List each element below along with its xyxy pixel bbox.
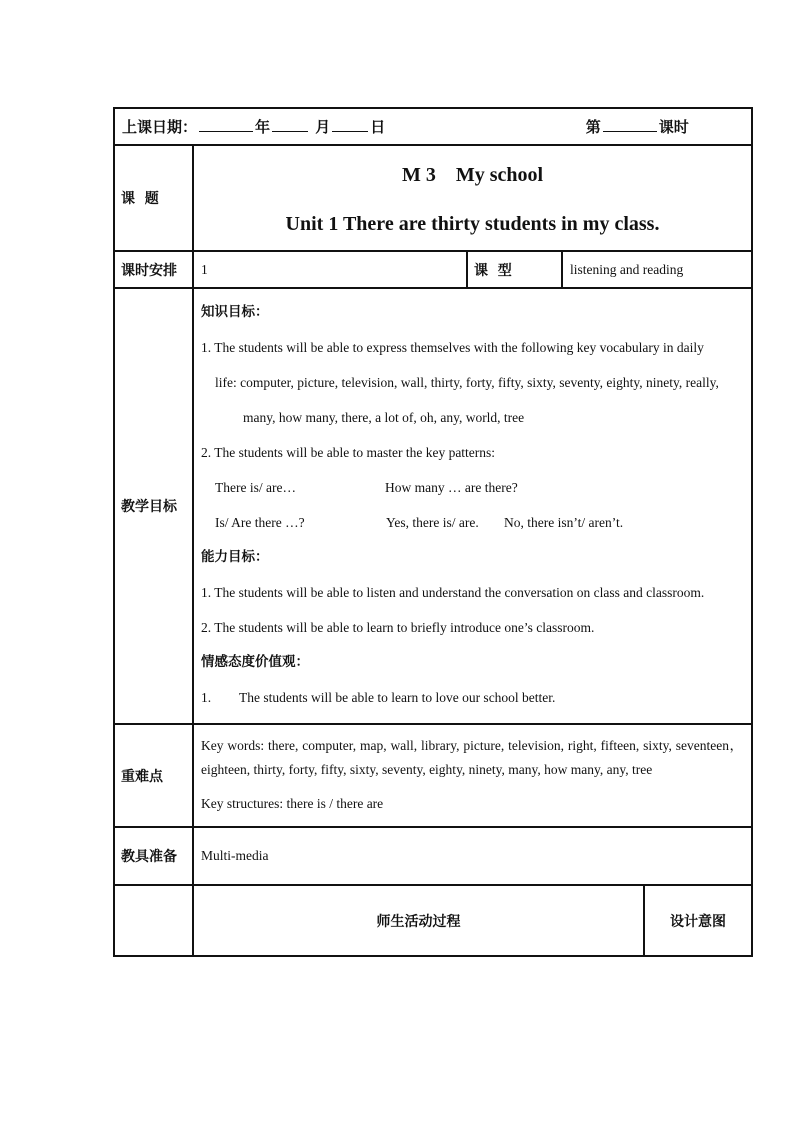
- unit-title: Unit 1 There are thirty students in my class.: [285, 213, 660, 235]
- emotion-item-1: [201, 680, 745, 715]
- pattern-no: No, there isn’t/ aren’t.: [504, 515, 624, 530]
- key-points-label: 重难点: [114, 724, 193, 827]
- day-blank: [332, 117, 368, 132]
- day-label: 日: [370, 118, 386, 136]
- pattern-row-1: [201, 470, 745, 505]
- materials-label: 教具准备: [114, 827, 193, 885]
- key-points-cell: [193, 724, 752, 827]
- key-words: Key words: there, computer, map, wall, library, picture, television, right, fifteen, sixty, seventeen，eighteen, thirty, forty, fifty, sixty, seventy, eighty, ninety, many, how many, any, tree: [201, 737, 744, 777]
- pattern-row-2: [201, 505, 745, 540]
- module-title: M 3 My school: [401, 164, 544, 186]
- objectives-row: [114, 288, 752, 724]
- schedule-value: 1: [193, 251, 467, 288]
- lesson-prefix: 第: [585, 118, 601, 136]
- pattern-is-there: Is/ Are there …?: [215, 515, 305, 530]
- type-value: listening and reading: [562, 251, 752, 288]
- knowledge-item-2: 2. The students will be able to master the key patterns:: [201, 445, 496, 460]
- topic-label: 课 题: [114, 145, 193, 251]
- topic-cell: [193, 145, 752, 251]
- key-structures: Key structures: there is / there are: [201, 795, 384, 811]
- emotion-item-number: 1.: [201, 690, 212, 705]
- ability-item-2: 2. The students will be able to learn to briefly introduce one’s classroom.: [201, 620, 595, 635]
- materials-value: Multi-media: [193, 827, 752, 885]
- ability-item-1: 1. The students will be able to listen and understand the conversation on class and classroom.: [201, 585, 705, 600]
- objectives-cell: [193, 288, 752, 724]
- process-intent-header: 设计意图: [644, 885, 752, 956]
- lesson-blank: [603, 117, 657, 132]
- emotion-item-text: The students will be able to learn to love our school better.: [239, 690, 556, 705]
- pattern-yes: Yes, there is/ are.: [386, 515, 479, 530]
- schedule-row: [114, 251, 752, 288]
- emotion-heading: 情感态度价值观：: [201, 654, 309, 670]
- process-activity-header: 师生活动过程: [193, 885, 644, 956]
- knowledge-item-1-line1: 1. The students will be able to express themselves with the following key vocabulary in daily: [201, 340, 704, 355]
- year-blank: [199, 117, 253, 132]
- date-row: [114, 108, 752, 145]
- schedule-label: 课时安排: [114, 251, 193, 288]
- month-label: 月: [315, 118, 331, 136]
- objectives-label: 教学目标: [114, 288, 193, 724]
- pattern-there-is: There is/ are…: [215, 480, 296, 495]
- knowledge-item-1-line2: life: computer, picture, television, wall, thirty, forty, fifty, sixty, seventy, eighty, ninety, really,: [215, 375, 719, 390]
- ability-heading: 能力目标：: [201, 549, 269, 565]
- process-blank-cell: [114, 885, 193, 956]
- lesson-plan-table: [113, 107, 753, 957]
- materials-row: [114, 827, 752, 885]
- month-blank-lead: [272, 117, 308, 132]
- knowledge-heading: 知识目标：: [201, 304, 269, 320]
- topic-row: [114, 145, 752, 251]
- process-header-row: [114, 885, 752, 956]
- year-label: 年: [255, 118, 271, 136]
- lesson-suffix: 课时: [658, 118, 689, 136]
- type-label: 课 型: [467, 251, 562, 288]
- date-label: 上课日期：: [122, 118, 198, 136]
- knowledge-item-1-line3: many, how many, there, a lot of, oh, any, world, tree: [243, 410, 525, 425]
- key-points-row: [114, 724, 752, 827]
- pattern-how-many: How many … are there?: [385, 480, 518, 495]
